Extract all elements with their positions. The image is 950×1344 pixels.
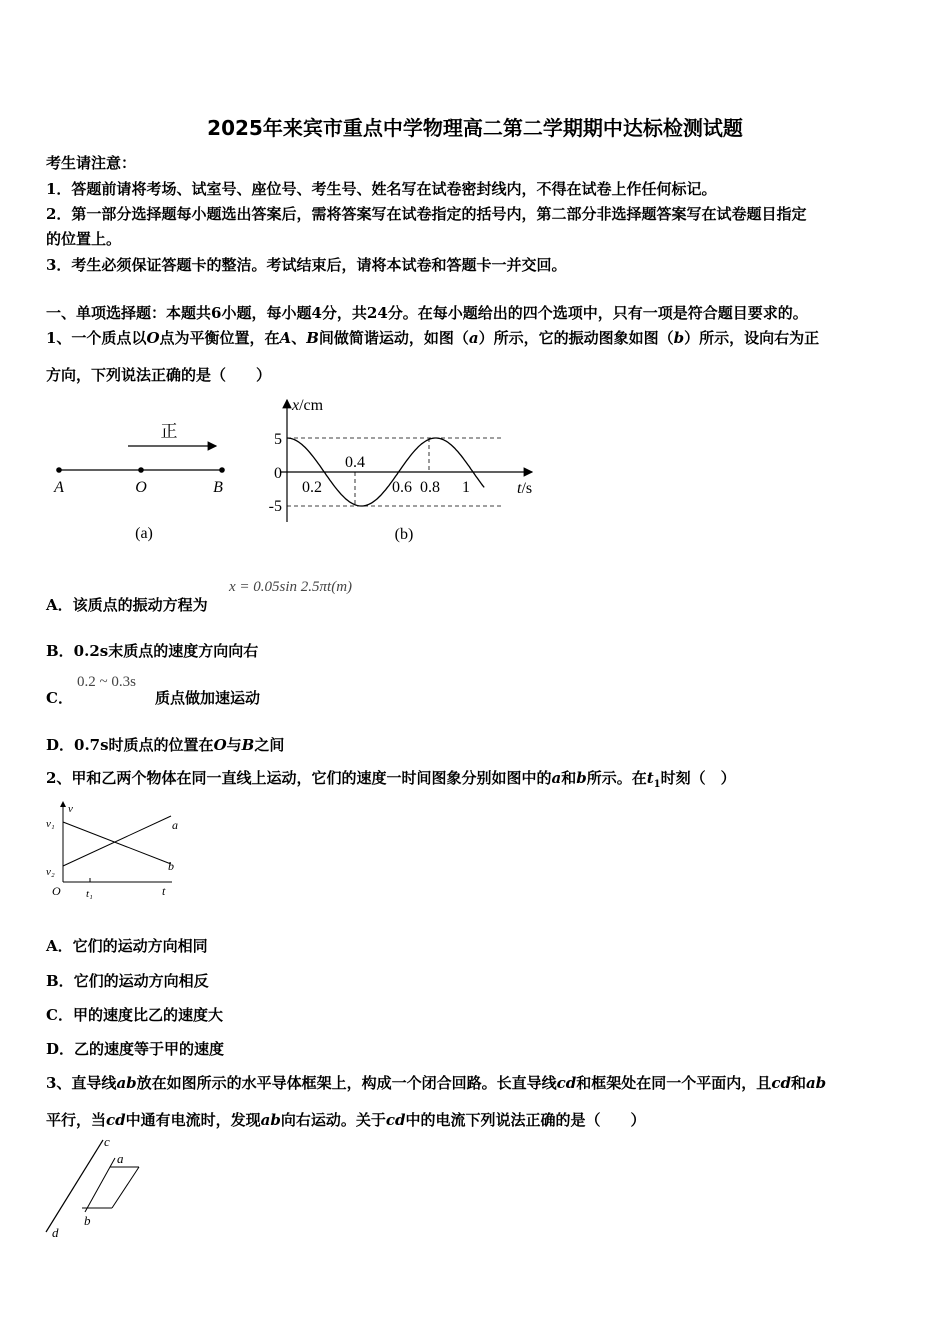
x-tick-0.2: 0.2 [302,479,322,496]
q2-stem: 2、甲和乙两个物体在同一直线上运动，它们的速度一时间图象分别如图中的a和b所示。在$t_1$时刻（ ） [46,769,736,790]
q2-option-d[interactable]: D．乙的速度等于甲的速度 [46,1040,225,1058]
notice-item: 的位置上。 [46,230,122,248]
notice-item: 1．答题前请将考场、试室号、座位号、考生号、姓名写在试卷密封线内，不得在试卷上作任何标记。 [46,180,717,198]
label-B: B [213,479,223,496]
q1-stem-line2: 方向，下列说法正确的是（ ） [46,366,272,384]
notice-item: 3．考生必须保证答题卡的整洁。考试结束后，请将本试卷和答题卡一并交回。 [46,256,567,274]
caption-b: (b) [394,526,414,543]
q2-option-b[interactable]: B．它们的运动方向相反 [46,972,209,990]
q1-option-c[interactable]: C． [46,689,73,707]
x-tick-0.8: 0.8 [420,479,440,496]
point-O [138,467,144,473]
q1-stem-line1: 1、一个质点以O点为平衡位置，在A、B间做简谐运动，如图（a）所示，它的振动图象如图（b）所示，设向右为正 [46,329,820,347]
q2-option-a[interactable]: A．它们的运动方向相同 [46,937,208,955]
wire-cd [46,1140,103,1232]
q2-figure [44,796,194,906]
positive-direction-label: 正 [160,422,178,441]
x-axis-label: t/s [517,480,533,497]
q1-option-c-text: 质点做加速运动 [155,689,261,707]
q1-figure-a [46,415,236,545]
q1-option-c-formula: 0.2 ~ 0.3s [77,674,136,690]
label-c: c [104,1134,110,1149]
q3-figure [40,1132,160,1247]
x-tick-0.4: 0.4 [345,454,365,471]
q1-option-a[interactable]: A．该质点的振动方程为 [46,596,208,614]
label-A: A [54,479,64,496]
label-b: b [84,1213,91,1228]
label-v2: v₂ [46,866,55,878]
q3-stem-line2: 平行，当cd中通有电流时，发现ab向右运动。关于cd中的电流下列说法正确的是（ ） [46,1111,646,1129]
q3-stem-line1: 3、直导线ab放在如图所示的水平导体框架上，构成一个闭合回路。长直导线cd和框架处在同一个平面内，且cd和ab [46,1074,827,1092]
q2-option-c[interactable]: C．甲的速度比乙的速度大 [46,1006,223,1024]
label-a: a [117,1151,124,1166]
x-tick-1: 1 [462,479,470,496]
label-O: O [135,479,147,496]
point-A [56,467,62,473]
label-d: d [52,1225,59,1240]
label-a: a [172,818,178,832]
notice-item: 2．第一部分选择题每小题选出答案后，需将答案写在试卷指定的括号内，第二部分非选择题答案写在试卷题目指定 [46,205,807,223]
label-v: v [68,803,73,815]
label-t1: t₁ [86,888,93,900]
y-tick-5: 5 [274,431,282,448]
notice-heading: 考生请注意： [46,154,137,172]
label-O: O [52,884,61,898]
q1-option-a-formula: x = 0.05sin 2.5πt(m) [229,579,353,595]
q1-figure-b [262,392,552,552]
y-tick-minus5: -5 [268,498,282,515]
q1-option-d[interactable]: D．0.7s时质点的位置在O与B之间 [46,736,285,754]
label-t: t [162,884,166,898]
section-heading: 一、单项选择题：本题共6小题，每小题4分，共24分。在每小题给出的四个选项中，只有一项是符合题目要求的。 [46,304,808,322]
line-b [63,822,171,864]
frame-right [112,1167,139,1208]
y-axis-label: x/cm [292,397,324,414]
page-title: 2025年来宾市重点中学物理高二第二学期期中达标检测试题 [207,116,743,140]
line-a [63,816,171,866]
label-b: b [168,859,174,873]
y-tick-0: 0 [274,465,282,482]
rod-ab [85,1158,115,1212]
label-v1: v₁ [46,818,55,830]
point-B [219,467,225,473]
q1-option-b[interactable]: B．0.2s末质点的速度方向向右 [46,642,259,660]
caption-a: (a) [135,525,153,542]
x-tick-0.6: 0.6 [392,479,412,496]
